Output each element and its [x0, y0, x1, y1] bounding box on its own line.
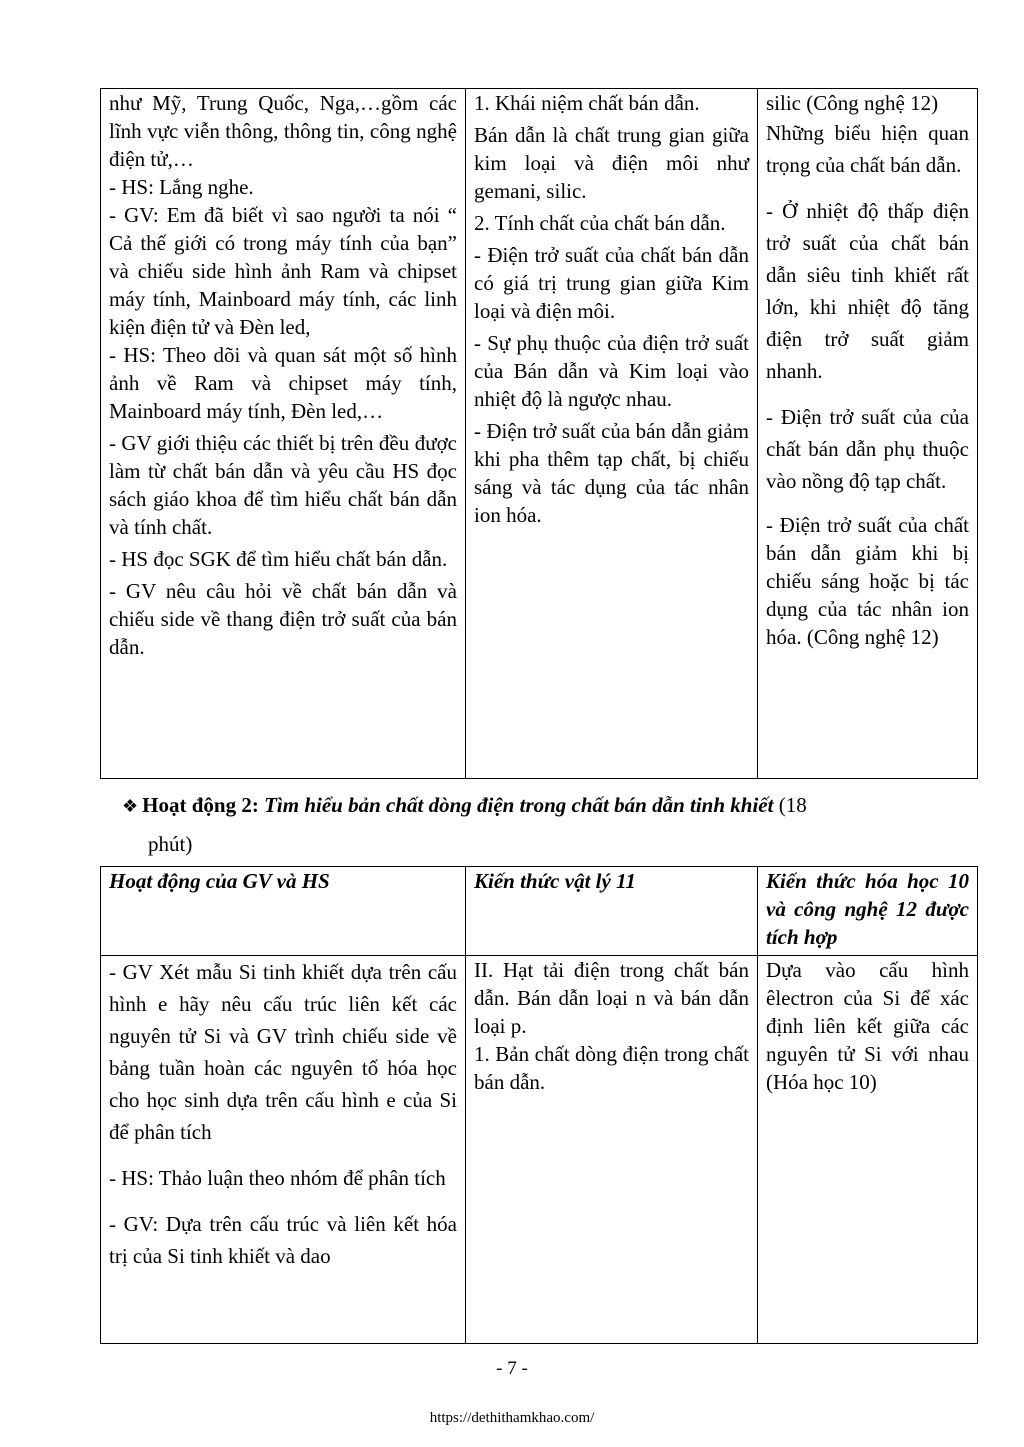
- physics-text: - Sự phụ thuộc của điện trở suất của Bán dẫn và Kim loại vào nhiệt độ là ngược nhau.: [474, 331, 749, 411]
- activity-time-continued: phút): [148, 832, 193, 856]
- page-number: - 7 -: [496, 1358, 528, 1379]
- integrated-cell: [758, 89, 978, 779]
- activity-text: - HS: Thảo luận theo nhóm để phân tích: [109, 1166, 446, 1190]
- integrated-text: - Ở nhiệt độ thấp điện trở suất của chất bán dẫn siêu tinh khiết rất lớn, khi nhiệt độ tăng điện trở suất giảm nhanh.: [766, 199, 969, 383]
- integrated-text: Dựa vào cấu hình êlectron của Si để xác định liên kết giữa các nguyên tử Si với nhau (Hóa học 10): [766, 958, 969, 1094]
- integrated-text: Những biểu hiện quan trọng của chất bán dẫn.: [766, 121, 969, 177]
- table-header-row: [101, 867, 978, 956]
- activity-text: - GV: Em đã biết vì sao người ta nói “ Cả thế giới có trong máy tính của bạn” và chiếu side hình ảnh Ram và chipset máy tính, Mainboard máy tính, các linh kiện điện tử và Đèn led,: [109, 203, 457, 339]
- activity-text: - GV: Dựa trên cấu trúc và liên kết hóa trị của Si tinh khiết và dao: [109, 1212, 457, 1268]
- physics-text: Bán dẫn là chất trung gian giữa kim loại và điện môi như gemani, silic.: [474, 123, 749, 203]
- diamond-bullet-icon: ❖: [122, 796, 139, 816]
- integrated-text: - Điện trở suất của của chất bán dẫn phụ thuộc vào nồng độ tạp chất.: [766, 405, 969, 493]
- activity-text: như Mỹ, Trung Quốc, Nga,…gồm các lĩnh vực viễn thông, thông tin, công nghệ điện tử,…: [109, 91, 457, 171]
- activity-title: Tìm hiểu bản chất dòng điện trong chất bán dẫn tinh khiết: [264, 793, 774, 817]
- activity-cell: [101, 956, 466, 1344]
- header-activities: Hoạt động của GV và HS: [101, 867, 466, 956]
- footer-url[interactable]: https://dethithamkhao.com/: [429, 1410, 595, 1426]
- physics-cell: [466, 89, 758, 779]
- physics-cell: [466, 956, 758, 1344]
- header-physics: Kiến thức vật lý 11: [466, 867, 758, 956]
- activity-text: - HS: Lắng nghe.: [109, 175, 254, 199]
- activity-2-heading: [122, 786, 982, 863]
- activity-text: - GV nêu câu hỏi về chất bán dẫn và chiếu side về thang điện trở suất của bán dẫn.: [109, 579, 457, 659]
- physics-text: 2. Tính chất của chất bán dẫn.: [474, 211, 726, 235]
- activity-cell: [101, 89, 466, 779]
- physics-text: II. Hạt tải điện trong chất bán dẫn. Bán dẫn loại n và bán dẫn loại p.: [474, 958, 749, 1038]
- integrated-cell: [758, 956, 978, 1344]
- lesson-table-continued: [100, 88, 978, 779]
- activity-2-table: [100, 866, 978, 1344]
- activity-text: - GV Xét mẫu Si tinh khiết dựa trên cấu hình e hãy nêu cấu trúc liên kết các nguyên tử Si và GV trình chiếu side về bảng tuần hoàn các nguyên tố hóa học cho học sinh dựa trên cấu hình e của Si để phân tích: [109, 960, 457, 1144]
- integrated-text: silic (Công nghệ 12): [766, 91, 939, 115]
- activity-text: - HS đọc SGK để tìm hiểu chất bán dẫn.: [109, 547, 448, 571]
- header-integrated: Kiến thức hóa học 10 và công nghệ 12 được tích hợp: [758, 867, 978, 956]
- physics-text: 1. Bản chất dòng điện trong chất bán dẫn.: [474, 1042, 749, 1094]
- physics-text: - Điện trở suất của bán dẫn giảm khi pha thêm tạp chất, bị chiếu sáng và tác dụng của tác nhân ion hóa.: [474, 419, 749, 527]
- integrated-text: - Điện trở suất của chất bán dẫn giảm khi bị chiếu sáng hoặc bị tác dụng của tác nhân ion hóa. (Công nghệ 12): [766, 513, 969, 649]
- activity-text: - HS: Theo dõi và quan sát một số hình ảnh về Ram và chipset máy tính, Mainboard máy tính, Đèn led,…: [109, 343, 457, 423]
- physics-text: 1. Khái niệm chất bán dẫn.: [474, 91, 700, 115]
- physics-text: - Điện trở suất của chất bán dẫn có giá trị trung gian giữa Kim loại và điện môi.: [474, 243, 749, 323]
- activity-text: - GV giới thiệu các thiết bị trên đều được làm từ chất bán dẫn và yêu cầu HS đọc sách giáo khoa để tìm hiểu chất bán dẫn và tính chất.: [109, 431, 457, 539]
- activity-time: (18: [778, 793, 807, 817]
- activity-label: Hoạt động 2:: [142, 793, 259, 817]
